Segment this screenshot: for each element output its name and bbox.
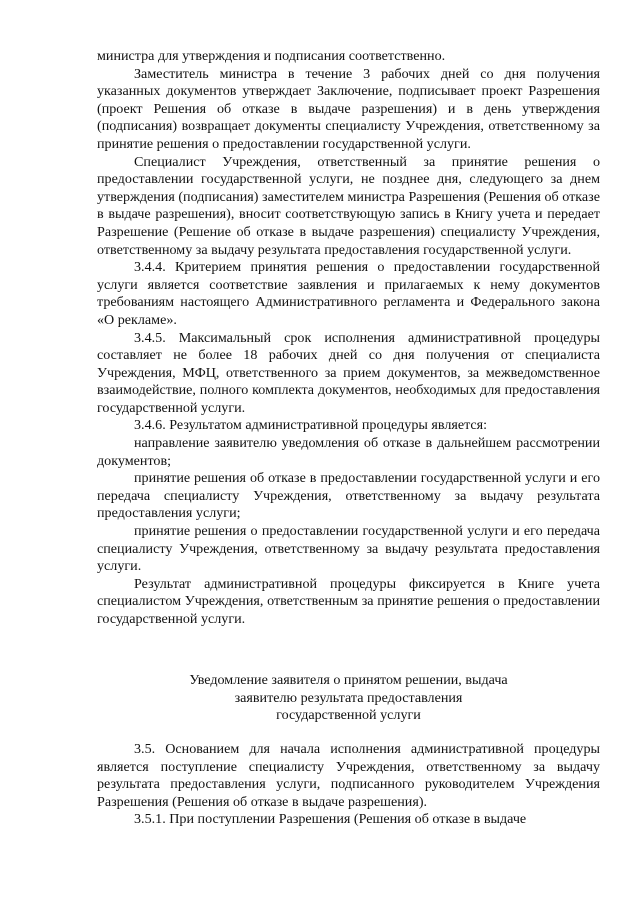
body-section-top — [97, 48, 600, 629]
paragraph-result-item-3: принятие решения о предоставлении государственной услуги и его передача специалисту Учреждения, ответственному за выдачу результата предоставления услуги. — [97, 523, 600, 575]
paragraph-specialist: Специалист Учреждения, ответственный за принятие решения о предоставлении государственной услуги, не позднее дня, следующего за днем утверждения (подписания) заместителем министра Разрешения (Решения об отказе в выдаче разрешения), вносит соответствующую запись в Книгу учета и передает Разрешение (Решение об отказе в выдаче разрешения) специалисту Учреждения, ответственному за выдачу результата предоставления государственной услуги. — [97, 153, 600, 258]
paragraph-result-item-2: принятие решения об отказе в предоставлении государственной услуги и его передача специалисту Учреждения, ответственному за выдачу результата предоставления услуги; — [97, 470, 600, 522]
paragraph-3-5: 3.5. Основанием для начала исполнения административной процедуры является поступление специалисту Учреждения, ответственному за выдачу результата предоставления услуги, подписанного руководителем Учреждения Разрешения (Решения об отказе в выдаче разрешения). — [97, 741, 600, 810]
paragraph-3-4-6: 3.4.6. Результатом административной процедуры является: — [134, 417, 488, 434]
section-heading-line-3: государственной услуги — [276, 707, 421, 724]
paragraph-continuation: министра для утверждения и подписания соответственно. — [97, 48, 446, 64]
section-heading-line-1: Уведомление заявителя о принятом решении, выдача — [189, 672, 508, 688]
paragraph-deputy-minister: Заместитель министра в течение 3 рабочих дней со дня получения указанных документов утверждает Заключение, подписывает проект Разрешения (проект Решения об отказе в выдаче разрешения) и в день утверждения (подписания) возвращает документы специалисту Учреждения, ответственному за принятие решения о предоставлении государственной услуги. — [97, 65, 600, 152]
paragraph-3-5-1: 3.5.1. При поступлении Разрешения (Решения об отказе в выдаче — [134, 811, 527, 828]
paragraph-3-4-4: 3.4.4. Критерием принятия решения о предоставлении государственной услуги является соответствие заявления и прилагаемых к нему документов требованиям настоящего Административного регламента и Федерального закона «О рекламе». — [97, 259, 600, 328]
paragraph-result-recorded: Результат административной процедуры фиксируется в Книге учета специалистом Учреждения, ответственным за принятие решения о предоставлении государственной услуги. — [97, 575, 600, 627]
section-heading-line-2: заявителю результата предоставления — [234, 689, 463, 706]
body-section-bottom — [97, 741, 600, 829]
paragraph-result-item-1: направление заявителю уведомления об отказе в дальнейшем рассмотрении документов; — [97, 435, 600, 469]
paragraph-3-4-5: 3.4.5. Максимальный срок исполнения административной процедуры составляет не более 18 рабочих дней со дня получения от специалиста Учреждения, МФЦ, ответственного за прием документов, за межведомственное взаимодействие, полного комплекта документов, необходимых для предоставления государственной услуги. — [97, 329, 600, 416]
section-heading — [97, 672, 600, 725]
